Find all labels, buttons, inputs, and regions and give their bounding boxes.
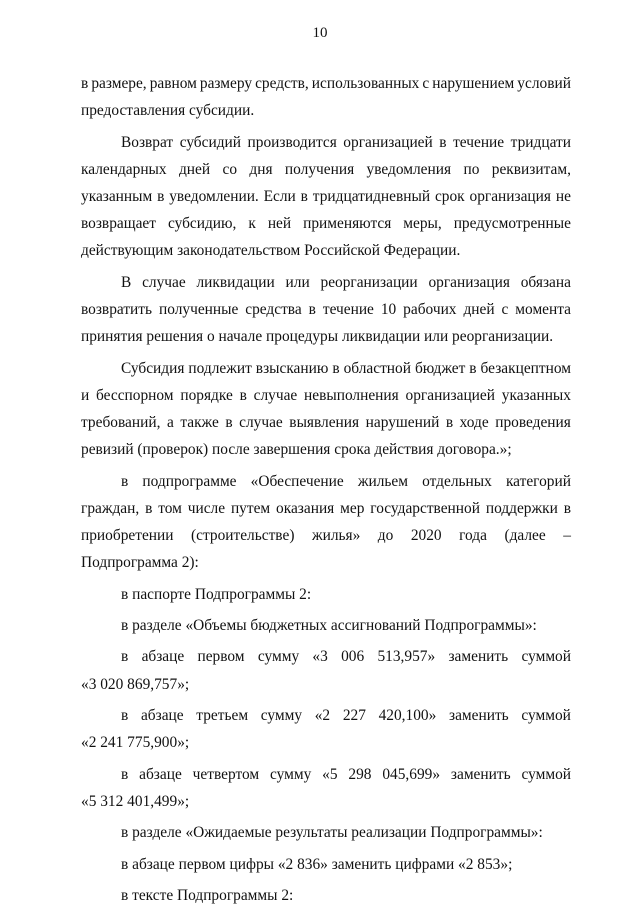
- text-line: Возврат субсидий производится организацией в течение тридцати: [121, 133, 571, 151]
- paragraph-p8: [81, 643, 571, 697]
- text-line: в абзаце первом цифры «2 836» заменить цифрами «2 853»;: [121, 855, 513, 873]
- text-line: в абзаце первом сумму «3 006 513,957» заменить суммой: [121, 648, 571, 666]
- paragraph-p7: [81, 612, 571, 639]
- text-line: «5 312 401,499»;: [81, 792, 190, 810]
- paragraph-p5: [81, 468, 571, 577]
- text-line: в паспорте Подпрограммы 2:: [121, 585, 312, 603]
- text-line: предоставления субсидии.: [81, 102, 255, 120]
- document-body: [81, 70, 571, 913]
- text-line: «3 020 869,757»;: [81, 675, 190, 693]
- text-line: возвратить полученные средства в течение 10 рабочих дней с момента: [81, 301, 571, 318]
- text-line: Субсидия подлежит взысканию в областной бюджет в безакцептном: [121, 359, 571, 377]
- paragraph-p3: [81, 269, 571, 351]
- paragraph-p12: [81, 851, 571, 878]
- text-line: «2 241 775,900»;: [81, 734, 190, 752]
- text-line: в размере, равном размеру средств, использованных с нарушением условий: [81, 75, 571, 92]
- text-line: и бесспорном порядке в случае невыполнения организацией указанных: [81, 386, 571, 404]
- paragraph-p11: [81, 819, 571, 846]
- text-line: в разделе «Ожидаемые результаты реализации Подпрограммы»:: [121, 824, 543, 842]
- paragraph-p4: [81, 355, 571, 464]
- text-line: принятия решения о начале процедуры ликвидации или реорганизации.: [81, 328, 554, 346]
- paragraph-p6: [81, 581, 571, 608]
- text-line: требований, а также в случае выявления нарушений в ходе проведения: [81, 414, 571, 431]
- text-line: в абзаце четвертом сумму «5 298 045,699» заменить суммой: [121, 765, 571, 783]
- text-line: в абзаце третьем сумму «2 227 420,100» заменить суммой: [121, 706, 571, 724]
- text-line: в разделе «Объемы бюджетных ассигнований Подпрограммы»:: [121, 616, 537, 634]
- paragraph-p9: [81, 702, 571, 756]
- text-line: Подпрограмма 2):: [81, 554, 199, 572]
- text-line: в подпрограмме «Обеспечение жильем отдельных категорий: [121, 472, 571, 490]
- text-line: В случае ликвидации или реорганизации организация обязана: [121, 273, 571, 291]
- text-line: указанным в уведомлении. Если в тридцатидневный срок организация не: [81, 188, 571, 205]
- text-line: приобретении (строительстве) жилья» до 2020 года (далее –: [81, 527, 571, 544]
- text-line: возвращает субсидию, к ней применяются меры, предусмотренные: [81, 215, 571, 233]
- text-line: ревизий (проверок) после завершения срока действия договора.»;: [81, 441, 512, 459]
- text-line: календарных дней со дня получения уведомления по реквизитам,: [81, 160, 571, 178]
- page-number: 10: [312, 25, 328, 41]
- paragraph-p10: [81, 761, 571, 815]
- paragraph-p1: [81, 70, 571, 124]
- text-line: в тексте Подпрограммы 2:: [121, 886, 294, 904]
- text-line: действующим законодательством Российской Федерации.: [81, 242, 461, 260]
- paragraph-p2: [81, 129, 571, 265]
- paragraph-p13: [81, 882, 571, 909]
- text-line: граждан, в том числе путем оказания мер государственной поддержки в: [81, 499, 571, 517]
